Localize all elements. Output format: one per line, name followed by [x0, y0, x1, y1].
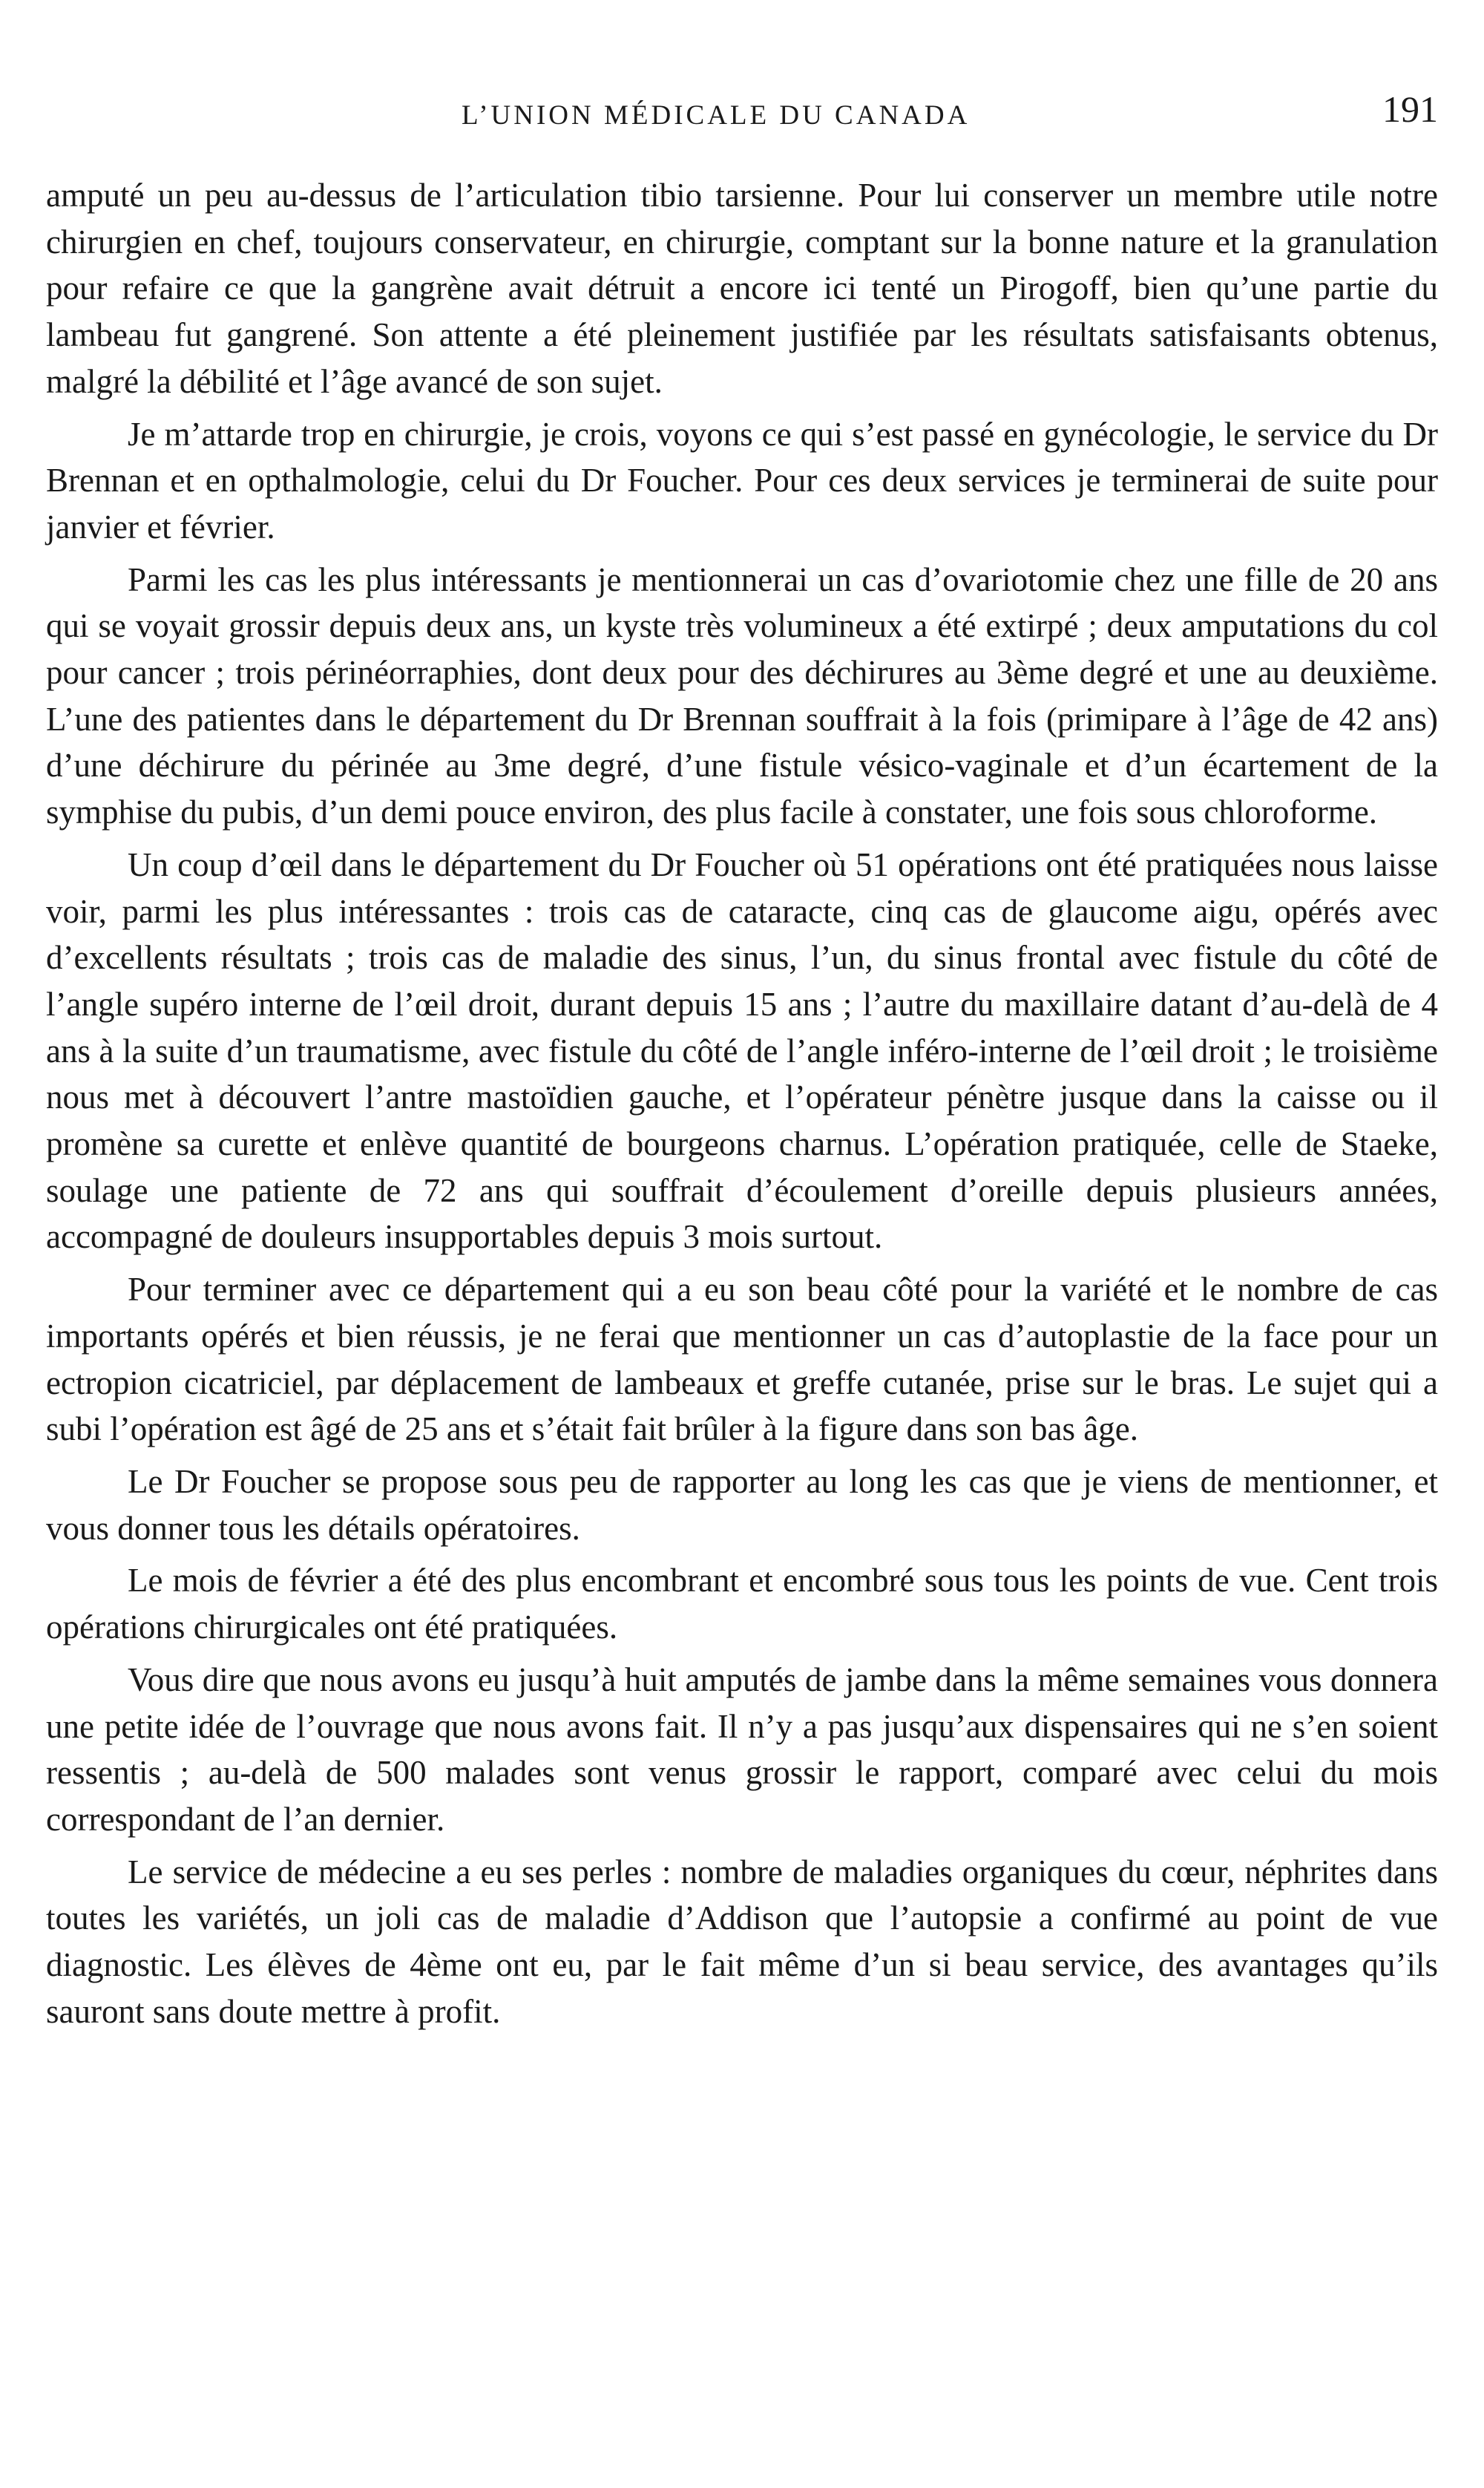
- paragraph: Vous dire que nous avons eu jusqu’à huit amputés de jambe dans la même semaines vous donnera une petite idée de l’ouvrage que nous avons fait. Il n’y a pas jusqu’aux dispensaires qui ne s’en soient ressentis ; au-delà de 500 malades sont venus grossir le rapport, comparé avec celui du mois correspondant de l’an dernier.: [46, 1660, 1438, 1838]
- paragraph: Le service de médecine a eu ses perles : nombre de maladies organiques du cœur, néphrites dans toutes les variétés, un joli cas de maladie d’Addison que l’autopsie a confirmé au point de vue diagnostic. Les élèves de 4ème ont eu, par le fait même d’un si beau service, des avantages qu’ils sauront sans doute mettre à profit.: [46, 1853, 1438, 2030]
- paragraph-continuation: amputé un peu au-dessus de l’articulation tibio tarsienne. Pour lui conserver un membre utile notre chirurgien en chef, toujours conservateur, en chirurgie, comptant sur la bonne nature et la granulation pour refaire ce que la gangrène avait détruit a encore ici tenté un Pirogoff, bien qu’une partie du lambeau fut gangrené. Son attente a été pleinement justifiée par les résultats satisfaisants obtenus, malgré la débilité et l’âge avancé de son sujet.: [46, 177, 1438, 400]
- document-page: [46, 88, 1438, 2040]
- paragraph: Le Dr Foucher se propose sous peu de rapporter au long les cas que je viens de mentionner, et vous donner tous les détails opératoires.: [46, 1462, 1438, 1547]
- paragraph: Pour terminer avec ce département qui a eu son beau côté pour la variété et le nombre de cas importants opérés et bien réussis, je ne ferai que mentionner un cas d’autoplastie de la face pour un ectropion cicatriciel, par déplacement de lambeaux et greffe cutanée, prise sur le bras. Le sujet qui a subi l’opération est âgé de 25 ans et s’était fait brûler à la figure dans son bas âge.: [46, 1271, 1438, 1448]
- running-title: L’UNION MÉDICALE DU CANADA: [462, 100, 971, 131]
- page-number: 191: [1382, 88, 1438, 130]
- page-header: [46, 88, 1438, 147]
- paragraph: Le mois de février a été des plus encombrant et encombré sous tous les points de vue. Cent trois opérations chirurgicales ont été pratiquées.: [46, 1562, 1438, 1646]
- paragraph: Parmi les cas les plus intéressants je mentionnerai un cas d’ovariotomie chez une fille de 20 ans qui se voyait grossir depuis deux ans, un kyste très volumineux a été extirpé ; deux amputations du col pour cancer ; trois périnéorraphies, dont deux pour des déchirures au 3ème degré et une au deuxième. L’une des patientes dans le département du Dr Brennan souffrait à la fois (primipare à l’âge de 42 ans) d’une déchirure du périnée au 3me degré, d’une fistule vésico-vaginale et d’un écartement de la symphise du pubis, d’un demi pouce environ, des plus facile à constater, une fois sous chloroforme.: [46, 560, 1438, 831]
- paragraph: Je m’attarde trop en chirurgie, je crois, voyons ce qui s’est passé en gynécologie, le service du Dr Brennan et en opthalmologie, celui du Dr Foucher. Pour ces deux services je terminerai de suite pour janvier et février.: [46, 415, 1438, 546]
- body-text: [46, 172, 1438, 2034]
- paragraph: Un coup d’œil dans le département du Dr Foucher où 51 opérations ont été pratiquées nous laisse voir, parmi les plus intéressantes : trois cas de cataracte, cinq cas de glaucome aigu, opérés avec d’excellents résultats ; trois cas de maladie des sinus, l’un, du sinus frontal avec fistule du côté de l’angle supéro interne de l’œil droit, durant depuis 15 ans ; l’autre du maxillaire datant d’au-delà de 4 ans à la suite d’un traumatisme, avec fistule du côté de l’angle inféro-interne de l’œil droit ; le troisième nous met à découvert l’antre mastoïdien gauche, et l’opérateur pénètre jusque dans la caisse ou il promène sa curette et enlève quantité de bourgeons charnus. L’opération pratiquée, celle de Staeke, soulage une patiente de 72 ans qui souffrait d’écoulement d’oreille depuis plusieurs années, accompagné de douleurs insupportables depuis 3 mois surtout.: [46, 845, 1438, 1256]
